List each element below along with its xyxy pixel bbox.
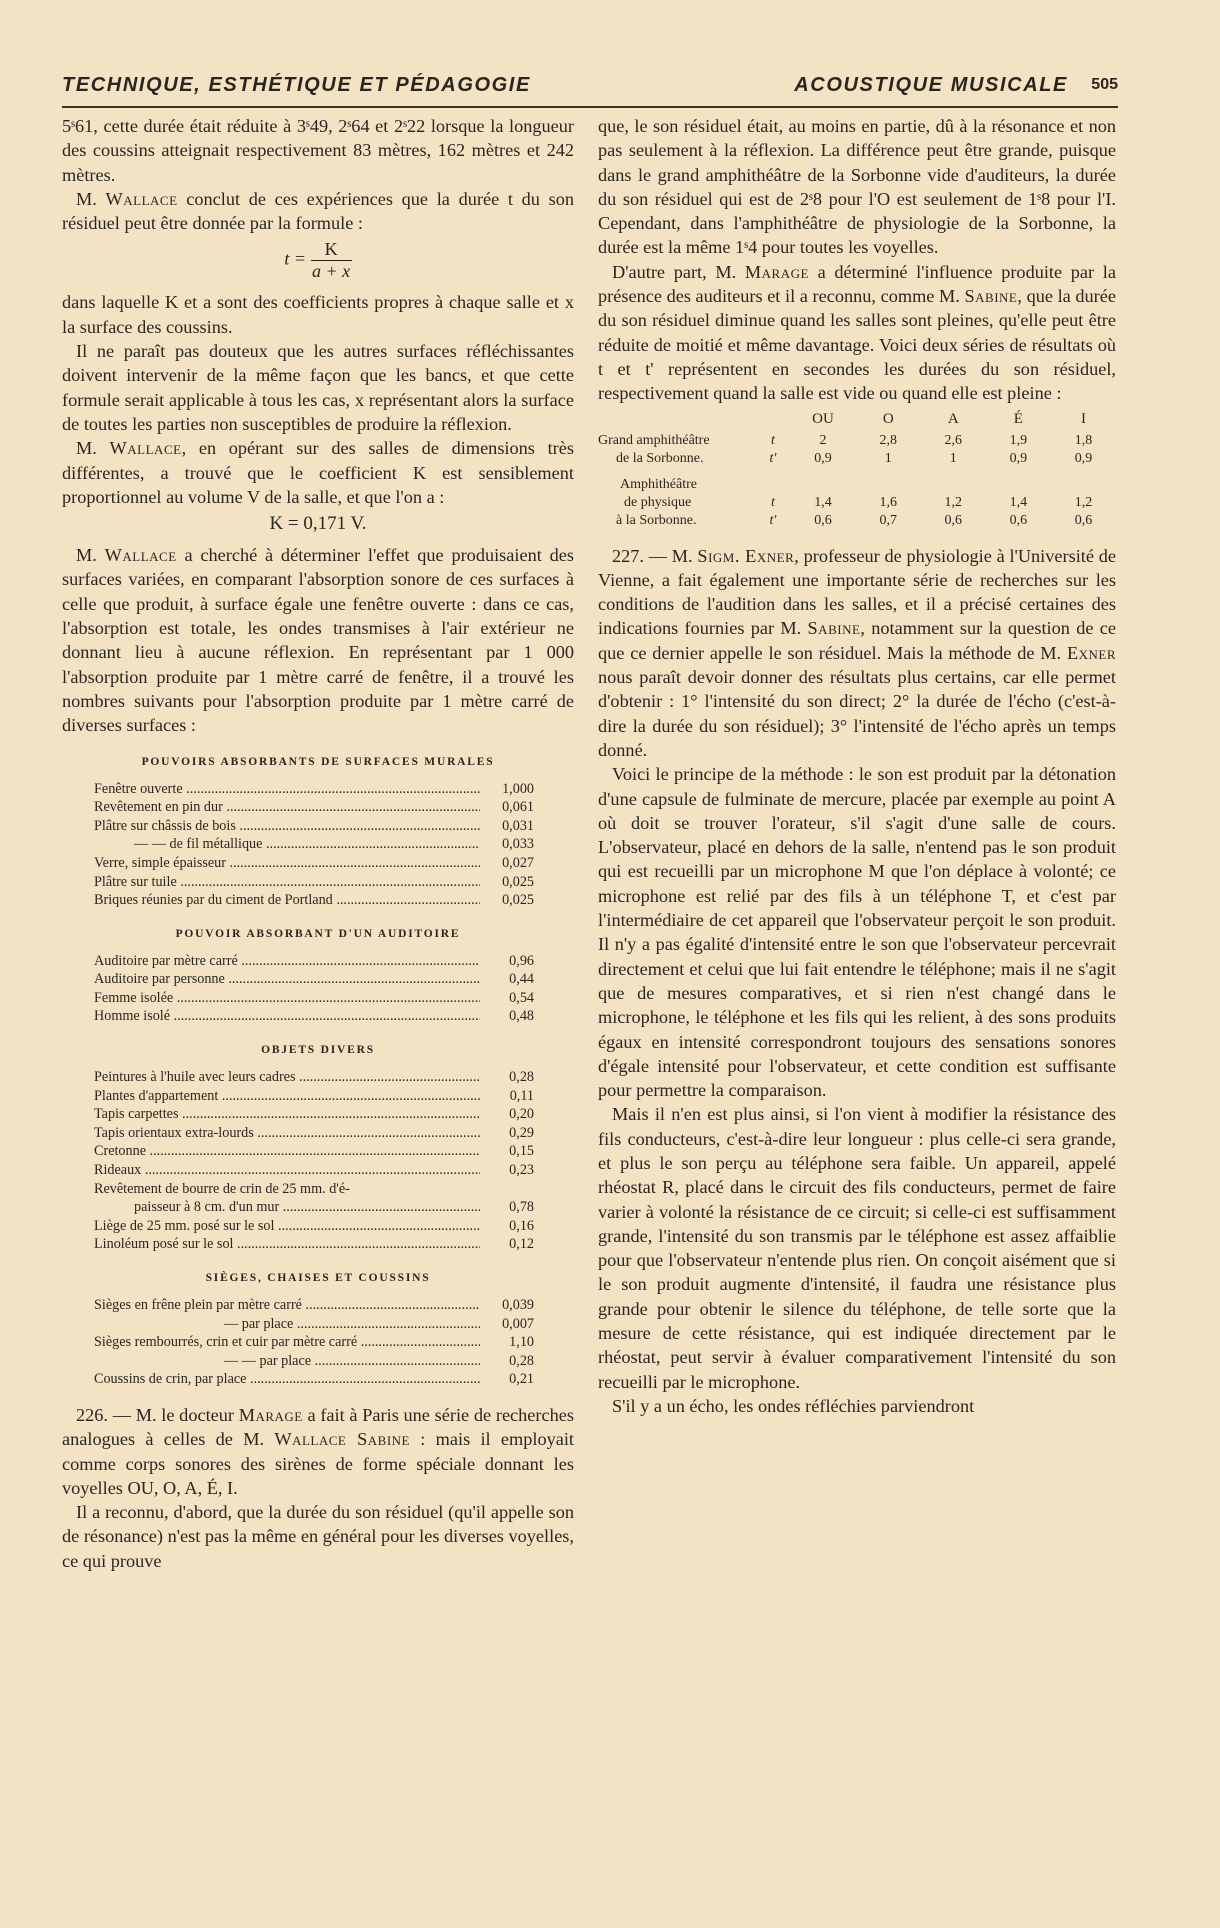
row-value: 0,11 [480,1087,534,1106]
row-label: Fenêtre ouverte ..... [94,780,480,799]
row-value: 0,061 [480,798,534,817]
row-label: Auditoire par personne ..... [94,970,480,989]
row-value: 0,20 [480,1105,534,1124]
table-row [94,780,534,799]
table-row [94,1105,534,1124]
row-label: à la Sorbonne. [616,512,697,528]
paragraph: D'autre part, M. Marage a déterminé l'influence produite par la présence des auditeurs et il a reconnu, comme M. Sabine, que la durée du son résiduel diminue quand les salles sont pleines, qu'elle peut être réduite de moitié et même davantage. Voici deux séries de résultats où t et t' représentent en secondes les durées du son résiduel, respectivement quand la salle est vide ou quand elle est pleine : [598,261,1117,404]
author-name: Sabine [964,286,1018,307]
formula-denominator: a + x [312,261,351,282]
table-row [94,989,534,1008]
header-rule [62,106,1118,108]
header-left-title: TECHNIQUE, ESTHÉTIQUE ET PÉDAGOGIE [62,74,531,96]
column-header: A [947,410,959,427]
row-label: Revêtement de bourre de crin de 25 mm. d'é- [94,1180,350,1197]
author-name: Marage [238,1404,303,1425]
author-name: Wallace [104,545,177,566]
row-label: Plantes d'appartement ..... [94,1087,480,1106]
row-value: 0,16 [480,1217,534,1236]
row-label: Amphithéâtre [620,476,697,492]
row-label: de physique [624,494,692,510]
table-row [94,1333,534,1352]
row-label: Grand amphithéâtre [598,432,710,448]
row-label: Peintures à l'huile avec leurs cadres ..... [94,1068,480,1087]
table-row: de la Sorbonne. t' 0,9 1 1 0,9 0,9 [598,450,1116,468]
table-row [94,835,534,854]
row-label: Sièges rembourrés, crin et cuir par mètre carré ..... [94,1333,480,1352]
table-row [94,1296,534,1315]
paragraph: M. Wallace, en opérant sur des salles de dimensions très différentes, a trouvé que le coefficient K est sensiblement proportionnel au volume V de la salle, et que l'on a : [62,438,574,507]
paragraph: M. Wallace conclut de ces expériences que la durée t du son résiduel peut être donnée par la formule : [62,188,574,234]
left-column [62,114,574,1573]
table-row [598,476,1116,494]
row-label: Linoléum posé sur le sol ..... [94,1235,480,1254]
row-value: 0,025 [480,891,534,910]
table-title: POUVOIRS ABSORBANTS DE SURFACES MURALES [141,755,495,768]
table-row [94,1124,534,1143]
author-name: Wallace Sabine [274,1429,411,1450]
paragraph: Il ne paraît pas douteux que les autres surfaces réfléchissantes doivent intervenir de la même façon que les bancs, et que cette formule serait applicable à tous les cas, x représentant alors la surface de toutes les parties non susceptibles de produire la réflexion. [62,341,574,434]
table-title: OBJETS DIVERS [261,1044,375,1057]
row-label: Liège de 25 mm. posé sur le sol ..... [94,1217,480,1236]
row-value: 0,28 [480,1068,534,1087]
row-label: Plâtre sur châssis de bois ..... [94,817,480,836]
table-row [94,1198,534,1217]
row-value [480,1180,534,1199]
table-row [94,1007,534,1026]
table-row [94,891,534,910]
row-value: 0,039 [480,1296,534,1315]
row-value: 0,96 [480,952,534,971]
row-value: 0,033 [480,835,534,854]
row-value: 0,29 [480,1124,534,1143]
author-name: Wallace [105,188,178,209]
table-row [94,1370,534,1389]
running-header [62,74,1118,104]
table-title: POUVOIR ABSORBANT D'UN AUDITOIRE [175,927,461,940]
row-value: 1,10 [480,1333,534,1352]
row-label: Cretonne ..... [94,1142,480,1161]
column-header: I [1080,410,1086,427]
paragraph: Voici le principe de la méthode : le son est produit par la détonation d'une capsule de fulminate de mercure, placée par exemple au point A où doit se trouver l'orateur, s'il s'agit d'une salle de cours. L'observateur, placé en dehors de la salle, n'entend pas le son produit qui est recueilli par un microphone M que l'on déplace à volonté; ce microphone est relié par des fils à un téléphone T, et c'est par l'intermédiaire de cet appareil que l'observateur perçoit le son produit. Il n'y a pas égalité d'intensité entre le son que l'observateur percevrait directement et celui que lui fait entendre le téléphone; mais il ne s'agit que de mesures comparatives, et si rien n'est changé dans le microphone, le téléphone et les fils qui les relient, à des sons produits égaux en intensité correspondront toujours des sensations sonores d'égale intensité pour l'observateur, et cette condition est suffisante pour permettre la comparaison. [598,764,1116,1101]
table-row [94,1180,534,1199]
row-value: 0,21 [480,1370,534,1389]
author-name: Sabine [807,618,861,639]
table-row: à la Sorbonne. t' 0,6 0,7 0,6 0,6 0,6 [598,512,1116,530]
right-column [598,114,1116,1418]
table-row [94,1068,534,1087]
author-name: Sigm. Exner [697,545,795,566]
row-value: 0,54 [480,989,534,1008]
paragraph: M. Wallace a cherché à déterminer l'effet que produisaient des surfaces variées, en comparant l'absorption sonore de ces surfaces à celle que produit, à surface égale une fenêtre ouverte : dans ce cas, l'absorption est totale, les ondes transmises à l'air extérieur ne donnant lieu à aucune réflexion. En représentant par 1 000 l'absorption produite par 1 mètre carré de fenêtre, il a trouvé les nombres suivants pour l'absorption produite par 1 mètre carré de diverses surfaces : [62,545,574,736]
table-row [94,952,534,971]
table-row [94,1161,534,1180]
row-value: 0,48 [480,1007,534,1026]
row-label: — par place ..... [94,1315,480,1334]
table-row [94,854,534,873]
vowel-duration-table [598,410,1116,530]
absorption-table-audience [62,952,574,1026]
column-header: OU [812,410,834,427]
paragraph: S'il y a un écho, les ondes réfléchies parviendront [612,1395,975,1416]
table-row [94,817,534,836]
row-label: — — de fil métallique ..... [94,835,480,854]
row-value: 0,12 [480,1235,534,1254]
table-row [94,970,534,989]
row-label: Verre, simple épaisseur ..... [94,854,480,873]
formula-numerator: K [311,239,352,261]
absorption-table-seats [62,1296,574,1389]
table-row [94,798,534,817]
row-label: Rideaux ..... [94,1161,480,1180]
author-name: Marage [744,261,809,282]
row-value: 0,23 [480,1161,534,1180]
row-label: Plâtre sur tuile ..... [94,873,480,892]
paragraph: que, le son résiduel était, au moins en partie, dû à la résonance et non pas seulement à la réflexion. La différence peut être grande, puisque dans le grand amphithéâtre de la Sorbonne vide d'auditeurs, la durée du son résiduel qui est de 2ˢ8 pour l'O est seulement de 1ˢ8 pour l'I. Cependant, dans l'amphithéâtre de physiologie de la Sorbonne, la durée est la même 1ˢ4 pour toutes les voyelles. [598,116,1116,258]
table-row: de physique t 1,4 1,6 1,2 1,4 1,2 [598,494,1116,512]
row-label: Sièges en frêne plein par mètre carré ..... [94,1296,480,1315]
equation: K = 0,171 V. [269,513,367,535]
row-value: 0,027 [480,854,534,873]
table-row [94,1087,534,1106]
table-header-row [598,410,1116,432]
column-header: É [1013,410,1023,427]
row-value: 0,031 [480,817,534,836]
table-row [94,1352,534,1371]
paragraph: dans laquelle K et a sont des coefficients propres à chaque salle et x la surface des coussins. [62,292,574,337]
table-row [94,1235,534,1254]
row-label: Tapis orientaux extra-lourds ..... [94,1124,480,1143]
row-value: 0,28 [480,1352,534,1371]
formula [62,239,574,282]
row-label: Tapis carpettes ..... [94,1105,480,1124]
table-row [94,1142,534,1161]
row-label: de la Sorbonne. [616,450,704,466]
row-label: — — par place ..... [94,1352,480,1371]
row-value: 0,44 [480,970,534,989]
row-value: 0,025 [480,873,534,892]
absorption-table-objects [62,1068,574,1254]
row-label: Femme isolée ..... [94,989,480,1008]
table-row [94,873,534,892]
author-name: Wallace [109,438,182,459]
paragraph: Mais il n'en est plus ainsi, si l'on vient à modifier la résistance des fils conducteurs, c'est-à-dire leur longueur : plus celle-ci sera grande, et plus le son perçu au téléphone sera faible. Un appareil, appelé rhéostat R, placé dans le circuit des fils conducteurs, permet de faire varier à volonté la résistance de ce circuit; si celle-ci est suffisamment grande, l'intensité du son transmis par le téléphone est assez affaiblie pour que l'observateur n'entende plus rien. On conçoit aisément que si le son produit augmente d'intensité, il faudra une résistance plus grande pour obtenir le silence du téléphone, de telle sorte que la mesure de cette résistance, qui est indiquée directement par le rhéostat, peut servir à évaluer comparativement l'intensité du son recueilli par le microphone. [598,1104,1116,1392]
header-right-title: ACOUSTIQUE MUSICALE [794,74,1068,96]
paragraph: 226. — M. le docteur Marage a fait à Paris une série de recherches analogues à celles de M. Wallace Sabine : mais il employait comme corps sonores des sirènes de forme spéciale donnant les voyelles OU, O, A, É, I. [62,1404,575,1498]
table-row [94,1217,534,1236]
paragraph: 227. — M. Sigm. Exner, professeur de physiologie à l'Université de Vienne, a fait également une importante série de recherches sur les conditions de l'audition dans les salles, et il a précisé certaines des indications fournies par M. Sabine, notamment sur la question de ce que ce dernier appelle le son résiduel. Mais la méthode de M. Exner nous paraît devoir donner des résultats plus certains, car elle permet d'obtenir : 1° l'intensité du son direct; 2° la durée de l'écho (c'est-à-dire la durée du son résiduel); 3° l'intensité de l'écho après un temps donné. [598,545,1117,760]
page-number: 505 [1091,76,1118,93]
row-label: Coussins de crin, par place ..... [94,1370,480,1389]
row-value: 0,78 [480,1198,534,1217]
column-header: O [882,410,894,427]
formula-lhs: t = [284,249,307,270]
paragraph: Il a reconnu, d'abord, que la durée du son résiduel (qu'il appelle son de résonance) n'est pas la même en général pour les diverses voyelles, ce qui prouve [62,1502,574,1571]
table-title: SIÈGES, CHAISES ET COUSSINS [205,1272,431,1284]
paragraph: 5ˢ61, cette durée était réduite à 3ˢ49, 2ˢ64 et 2ˢ22 lorsque la longueur des coussins atteignait respectivement 83 mètres, 162 mètres et 242 mètres. [62,116,574,185]
row-label: Homme isolé ..... [94,1007,480,1026]
row-value: 0,007 [480,1315,534,1334]
absorption-table-walls [62,780,574,910]
row-label: Revêtement en pin dur ..... [94,798,480,817]
row-value: 0,15 [480,1142,534,1161]
row-label: Auditoire par mètre carré ..... [94,952,480,971]
row-label: paisseur à 8 cm. d'un mur ..... [94,1198,480,1217]
table-row [94,1315,534,1334]
table-row: Grand amphithéâtre t 2 2,8 2,6 1,9 1,8 [598,432,1093,448]
author-name: Exner [1066,642,1116,663]
row-label: Briques réunies par du ciment de Portland ..... [94,891,480,910]
row-value: 1,000 [480,780,534,799]
